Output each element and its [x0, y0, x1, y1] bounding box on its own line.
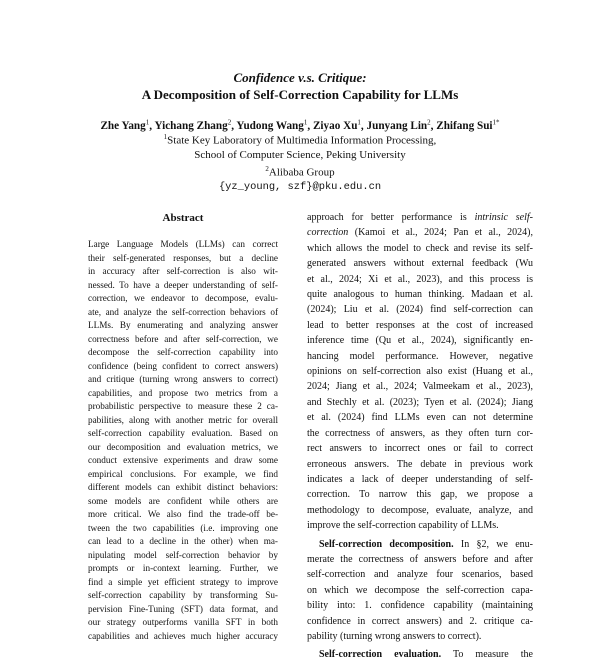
- text-line: inference time (Qu et al., 2024), significantly en-: [307, 335, 533, 347]
- text-line: self-correction capability by transforming Su-: [88, 590, 278, 600]
- text-line: correction. To narrow this gap, we propose a: [307, 489, 533, 501]
- text-line: some models are confident while others are: [88, 495, 278, 506]
- author: Yichang Zhang$^2$,: [154, 118, 237, 132]
- text-line: ate, and analyze the self-correction behaviors of: [88, 306, 278, 317]
- paragraph-intro: [307, 241, 533, 534]
- text-line: pervision Fine-Tuning (SFT) data format, and: [88, 603, 278, 614]
- text-line: correction (Kamoi et al., 2024; Pan et al., 2024),: [307, 227, 533, 239]
- text-line: indicates a lack of deeper understanding of self-: [307, 473, 533, 485]
- affiliation-line: School of Computer Science, Peking University: [194, 148, 406, 161]
- text-line: self-correction capability evaluation. Based on: [88, 428, 278, 438]
- text-line: confidence in correct answers) and 2. critique ca-: [307, 615, 533, 627]
- text-line: and critique (turning wrong answers to correct): [88, 374, 278, 384]
- text-line: approach for better performance is intrinsic self-: [307, 212, 533, 223]
- text-line: decompose the self-correction capability into: [88, 347, 278, 357]
- author: Yudong Wang$^1$,: [236, 118, 313, 132]
- text-line: Self-correction decomposition. In §2, we enu-: [319, 538, 533, 550]
- text-line: tween the two capabilities (i.e. improving one: [88, 522, 278, 533]
- text-line: et al. (2024) find LLMs even can not determine: [307, 412, 533, 424]
- paper-title-line1: Confidence v.s. Critique:: [233, 70, 367, 85]
- text-line: more critical. We also find the trade-off be-: [88, 509, 278, 519]
- abstract-body: [88, 238, 278, 643]
- text-line: Self-correction evaluation. To measure the: [319, 649, 533, 661]
- text-line: in accuracy after self-correction is also wit-: [88, 266, 278, 276]
- paragraph-heading: Self-correction evaluation.: [319, 649, 442, 661]
- text-line: lead to better responses at the cost of increased: [307, 319, 533, 331]
- text-line: quite analogous to human thinking. Madaan et al.: [307, 289, 533, 301]
- text-line: our strategy outperforms vanilla SFT in both: [88, 617, 278, 627]
- text-line: the correctness of answers, as they often turn cor-: [307, 427, 533, 439]
- affiliation-line: $^1$State Key Laboratory of Multimedia Information Processing,: [163, 133, 437, 147]
- text-line: pability (turning wrong answers to correct).: [307, 630, 482, 642]
- text-line: pabilities, along with another metric for overall: [88, 414, 278, 425]
- text-line: bility into: 1. confidence capability (maintaining: [307, 600, 533, 612]
- text-line: improve the self-correction capability of LLMs.: [307, 520, 499, 532]
- text-line: different models can exhibit distinct behaviors:: [88, 482, 278, 492]
- body-column: [307, 210, 533, 663]
- affiliations: [0, 130, 600, 194]
- text-line: generated answers without external feedback (Wu: [307, 258, 533, 270]
- paper-title-line2: A Decomposition of Self-Correction Capability for LLMs: [141, 87, 459, 102]
- email: {yz_young, szf}@pku.edu.cn: [218, 180, 382, 193]
- author: Junyang Lin$^2$,: [366, 118, 437, 132]
- text-line: on which we decompose the self-correction capa-: [307, 584, 533, 596]
- text-line: probabilistic perspective to measure these 2 ca-: [88, 401, 278, 411]
- affiliation-line: $^2$Alibaba Group: [265, 165, 335, 179]
- text-line: nessed. To have a deeper understanding of self-: [88, 279, 278, 290]
- text-line: can lead to a decline in the other) when ma-: [88, 536, 278, 546]
- text-line: capabilities and achieves much higher accuracy: [88, 630, 278, 641]
- text-line: (2024); Liu et al. (2024) find self-correction can: [307, 304, 533, 316]
- abstract-heading: Abstract: [162, 212, 204, 224]
- text-line: find a simple yet efficient strategy to improve: [88, 576, 278, 587]
- text-line: and Stechly et al. (2023); Tyen et al. (2024); Jiang: [307, 396, 533, 408]
- text-line: our decomposition and evaluation metrics, we: [88, 441, 278, 452]
- text-line: opinions on self-correction also exist (Huang et al.,: [307, 366, 533, 378]
- text-line: hancing model performance. However, negative: [307, 350, 533, 362]
- text-line: erroneous answers. The debate in previous work: [307, 458, 533, 470]
- text-line: Large Language Models (LLMs) can correct: [88, 239, 278, 249]
- text-line: rect answers to incorrect ones or fail to correct: [307, 443, 533, 455]
- paragraph-decomposition: [307, 552, 533, 644]
- author: Zhe Yang$^1$,: [100, 118, 155, 132]
- author: Zhifang Sui$^{1*}$: [436, 118, 500, 132]
- text-line: prompts or in-context learning. Further, we: [88, 563, 278, 573]
- text-line: confidence (being confident to correct answers): [88, 360, 278, 371]
- text-line: self-correction and analyze four scenarios, based: [307, 569, 533, 581]
- author: Ziyao Xu$^1$,: [312, 118, 367, 132]
- text-line: LLMs. By enumerating and analyzing answer: [88, 320, 278, 330]
- text-line: their self-generated responses, but a decline: [88, 252, 278, 263]
- text-line: correction, we endeavor to decompose, evalu-: [88, 293, 278, 303]
- text-line: which allows the model to check and revise its self-: [307, 242, 533, 254]
- text-line: et al., 2024; Xi et al., 2023), and this process is: [307, 273, 533, 285]
- text-line: empirical conclusions. For example, we find: [88, 468, 278, 479]
- text-line: correctness before and after self-correction, we: [88, 333, 278, 344]
- text-line: nipulating model self-correction behavior by: [88, 549, 278, 560]
- text-line: merate the correctness of answers before and after: [307, 553, 533, 565]
- title-block: [0, 69, 600, 103]
- text-line: capabilities, and propose two metrics from a: [88, 387, 278, 398]
- text-line: conduct extensive experiments and draw some: [88, 455, 278, 465]
- text-line: 2024; Jiang et al., 2024; Valmeekam et al., 2023),: [307, 381, 533, 393]
- paragraph-heading: Self-correction decomposition.: [319, 538, 454, 550]
- text-line: methodology to decompose, evaluate, analyze, and: [307, 504, 533, 516]
